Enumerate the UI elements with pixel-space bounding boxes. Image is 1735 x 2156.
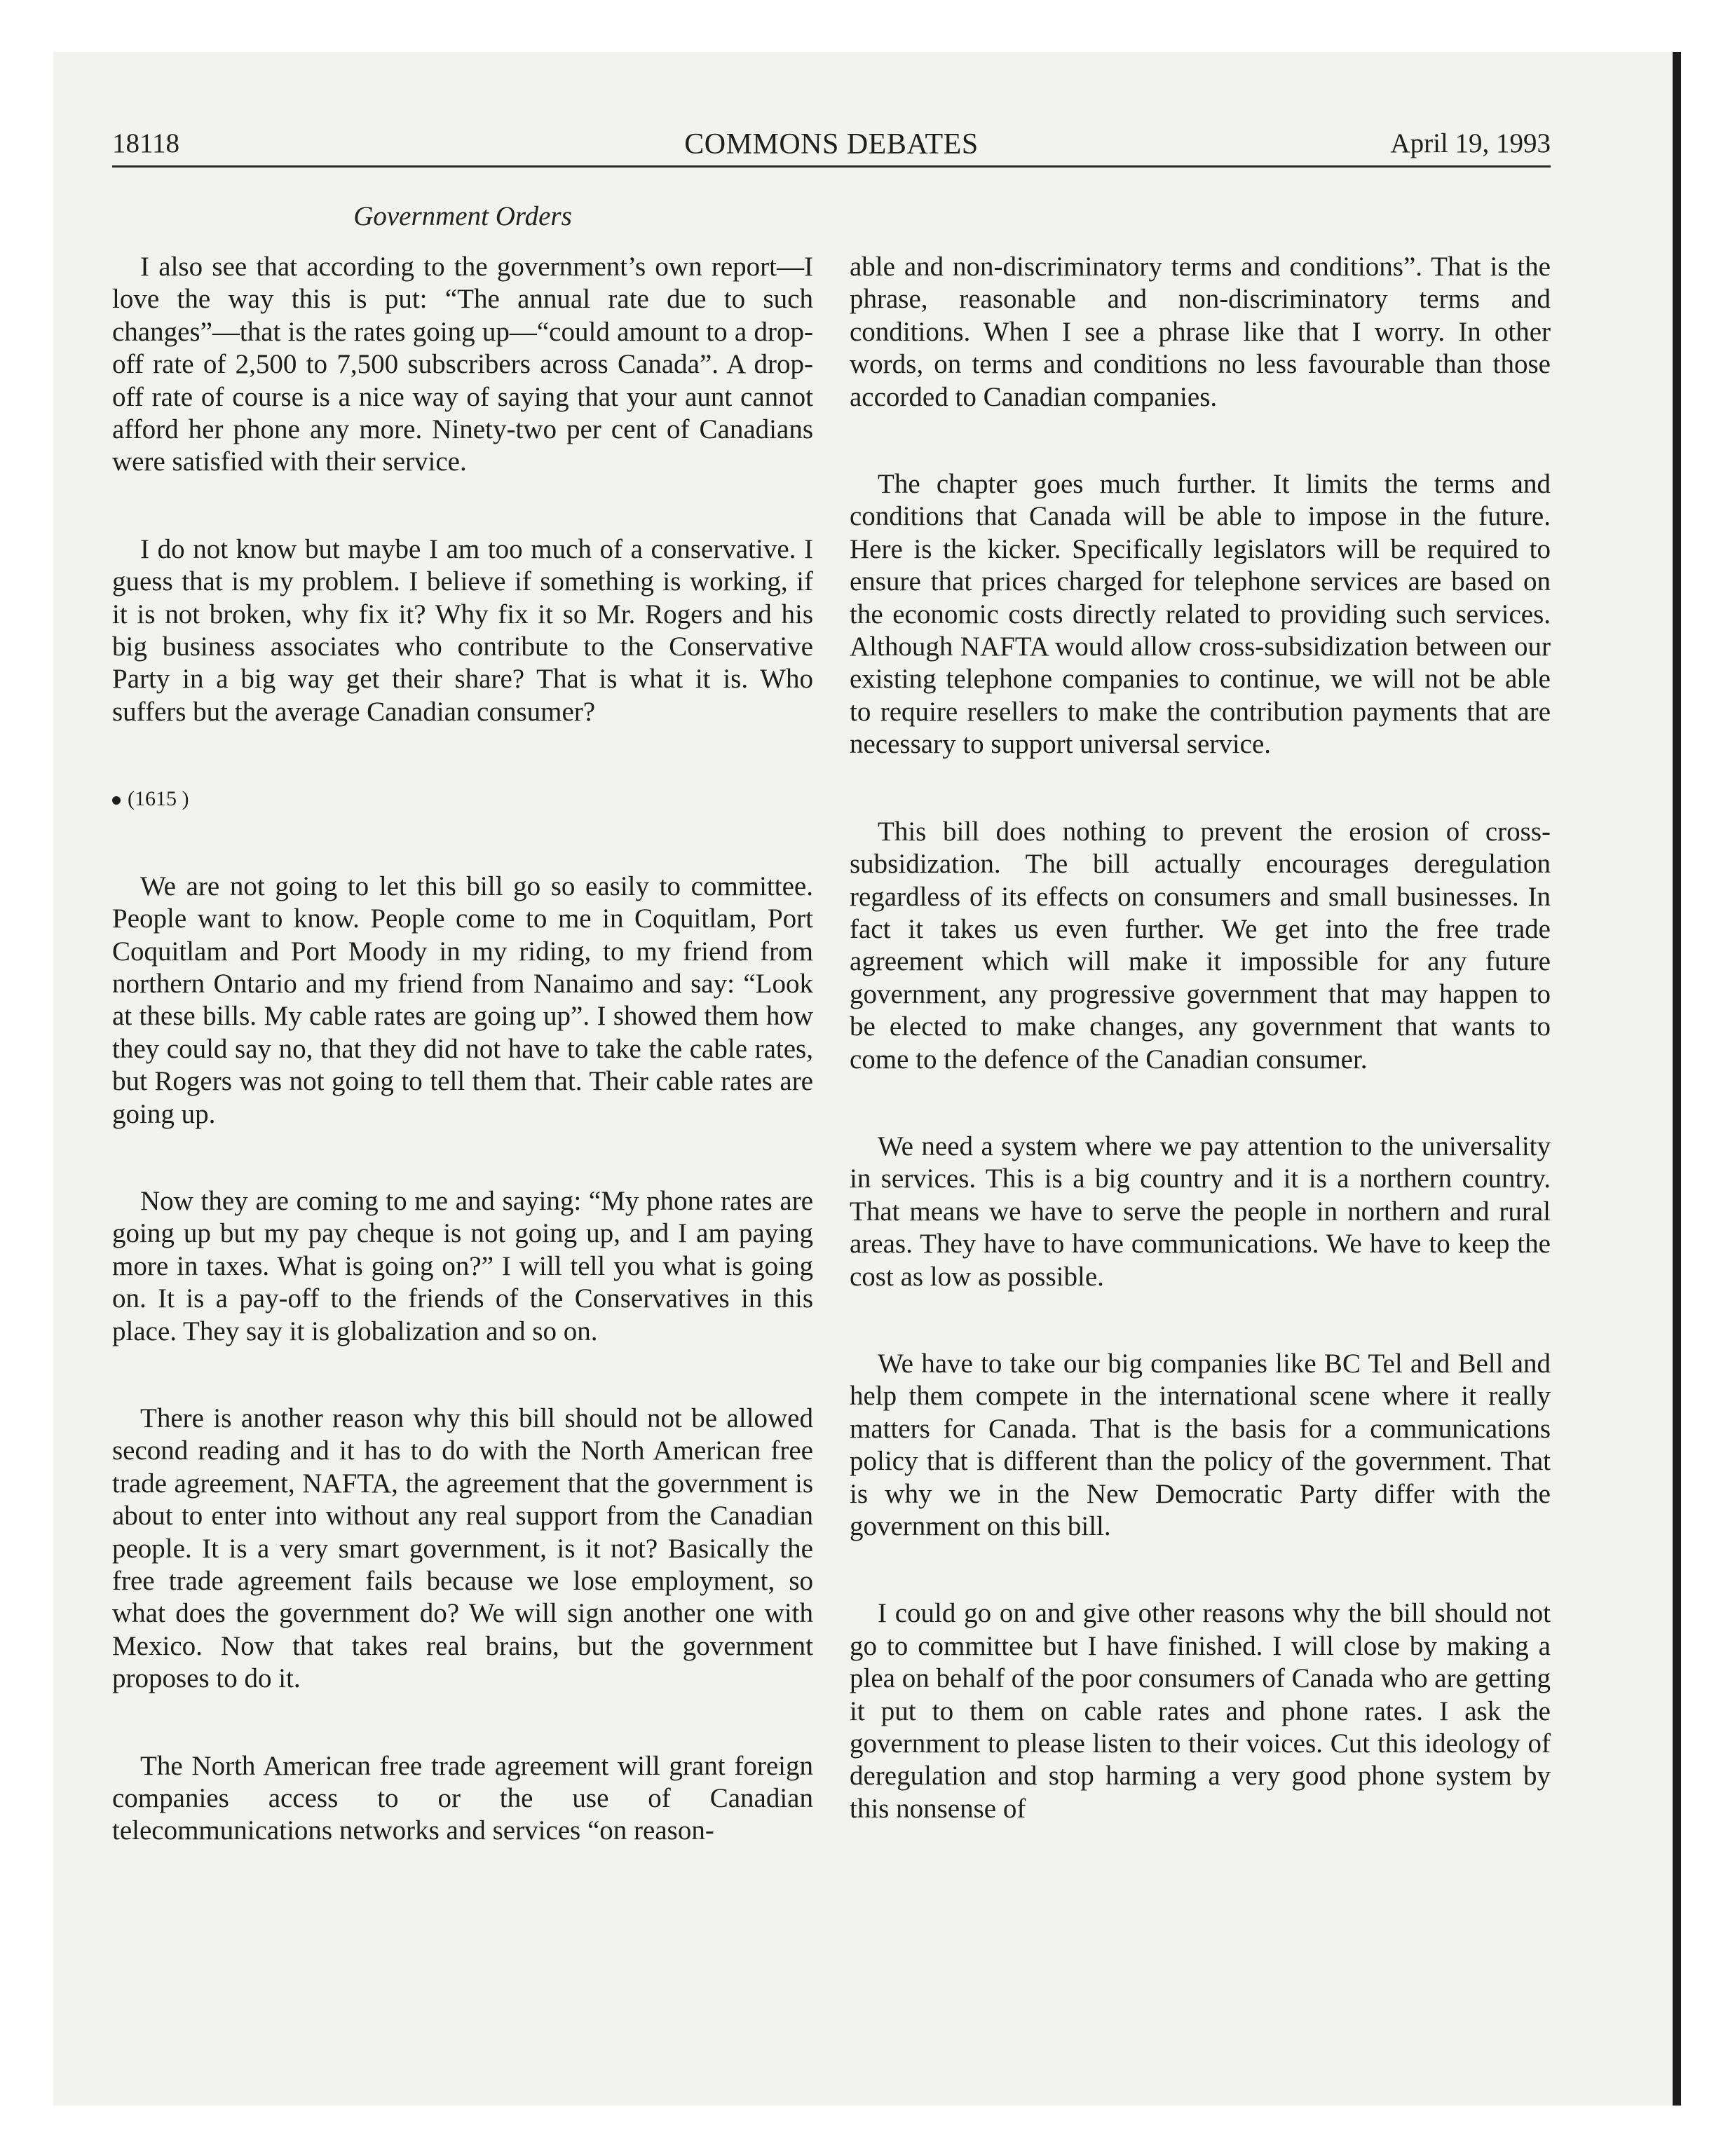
right-column [850,251,1551,1825]
paragraph: There is another reason why this bill should not be allowed second reading and it has to do with the North American free trade agreement, NAFTA, the agreement that the government is about to enter into without any real support from the Canadian people. It is a very smart government, is it not? Basically the free trade agreement fails because we lose employment, so what does the government do? We will sign another one with Mexico. Now that takes real brains, but the government proposes to do it. [112,1403,813,1694]
paragraph: The North American free trade agreement will grant foreign companies access to or the use of Canadian telecommunications networks and services “on reason- [112,1750,813,1846]
bullet-icon [112,796,121,805]
paragraph: I also see that according to the government’s own report—I love the way this is put: “The annual rate due to such changes”—that is the rates going up—“could amount to a drop-off rate of 2,500 to 7,500 subscribers across Canada”. A drop-off rate of course is a nice way of saying that your aunt cannot afford her phone any more. Ninety-two per cent of Canadians were satisfied with their service. [112,252,813,477]
left-column [112,251,813,1848]
timestamp-marker [112,783,813,815]
paragraph: Now they are coming to me and saying: “My phone rates are going up but my pay cheque is not going up, and I am paying more in taxes. What is going on?” I will tell you what is going on. It is a pay-off to the friends of the Conservatives in this place. They say it is globalization and so on. [112,1185,813,1346]
publication-title: COMMONS DEBATES [684,128,979,161]
timestamp-text: (1615 ) [128,787,189,811]
paragraph: We are not going to let this bill go so easily to committee. People want to know. People come to me in Coquitlam, Port Coquitlam and Port Moody in my riding, to my friend from northern Ontario and my friend from Nanaimo and say: “Look at these bills. My cable rates are going up”. I showed them how they could say no, that they did not have to take the cable rates, but Rogers was not going to tell them that. Their cable rates are going up. [112,871,813,1129]
paragraph: able and non-discriminatory terms and conditions”. That is the phrase, reasonable and non-discriminatory terms and conditions. When I see a phrase like that I worry. In other words, on terms and conditions no less favourable than those accorded to Canadian companies. [850,252,1551,412]
header-rule [112,165,1551,168]
paragraph: The chapter goes much further. It limits the terms and conditions that Canada will be able to impose in the future. Here is the kicker. Specifically legislators will be required to ensure that prices charged for telephone services are based on the economic costs directly related to providing such services. Although NAFTA would allow cross-subsidization between our existing telephone companies to continue, we will not be able to require resellers to make the contribution payments that are necessary to support universal service. [850,469,1551,760]
paragraph: We have to take our big companies like BC Tel and Bell and help them compete in the international scene where it really matters for Canada. That is the basis for a communications policy that is different than the policy of the government. That is why we in the New Democratic Party differ with the government on this bill. [850,1348,1551,1541]
paragraph: This bill does nothing to prevent the erosion of cross-subsidization. The bill actually encourages deregulation regardless of its effects on consumers and small businesses. In fact it takes us even further. We get into the free trade agreement which will make it impossible for any future government, any progressive government that may happen to be elected to make changes, any government that wants to come to the defence of the Canadian consumer. [850,816,1551,1074]
paragraph: I could go on and give other reasons why the bill should not go to committee but I have finished. I will close by making a plea on behalf of the poor consumers of Canada who are getting it put to them on cable rates and phone rates. I ask the government to please listen to their voices. Cut this ideology of deregulation and stop harming a very good phone system by this nonsense of [850,1598,1551,1824]
scan-edge-shadow [1673,52,1681,2106]
paragraph: I do not know but maybe I am too much of a conservative. I guess that is my problem. I believe if something is working, if it is not broken, why fix it? Why fix it so Mr. Rogers and his big business associates who contribute to the Conservative Party in a big way get their share? That is what it is. Who suffers but the average Canadian consumer? [112,533,813,727]
section-title: Government Orders [353,201,572,231]
publication-date: April 19, 1993 [1390,128,1551,158]
paragraph: We need a system where we pay attention to the universality in services. This is a big country and it is a northern country. That means we have to serve the people in northern and rural areas. They have to have communications. We have to keep the cost as low as possible. [850,1131,1551,1292]
page-number: 18118 [112,128,180,158]
page-header [112,123,1551,165]
